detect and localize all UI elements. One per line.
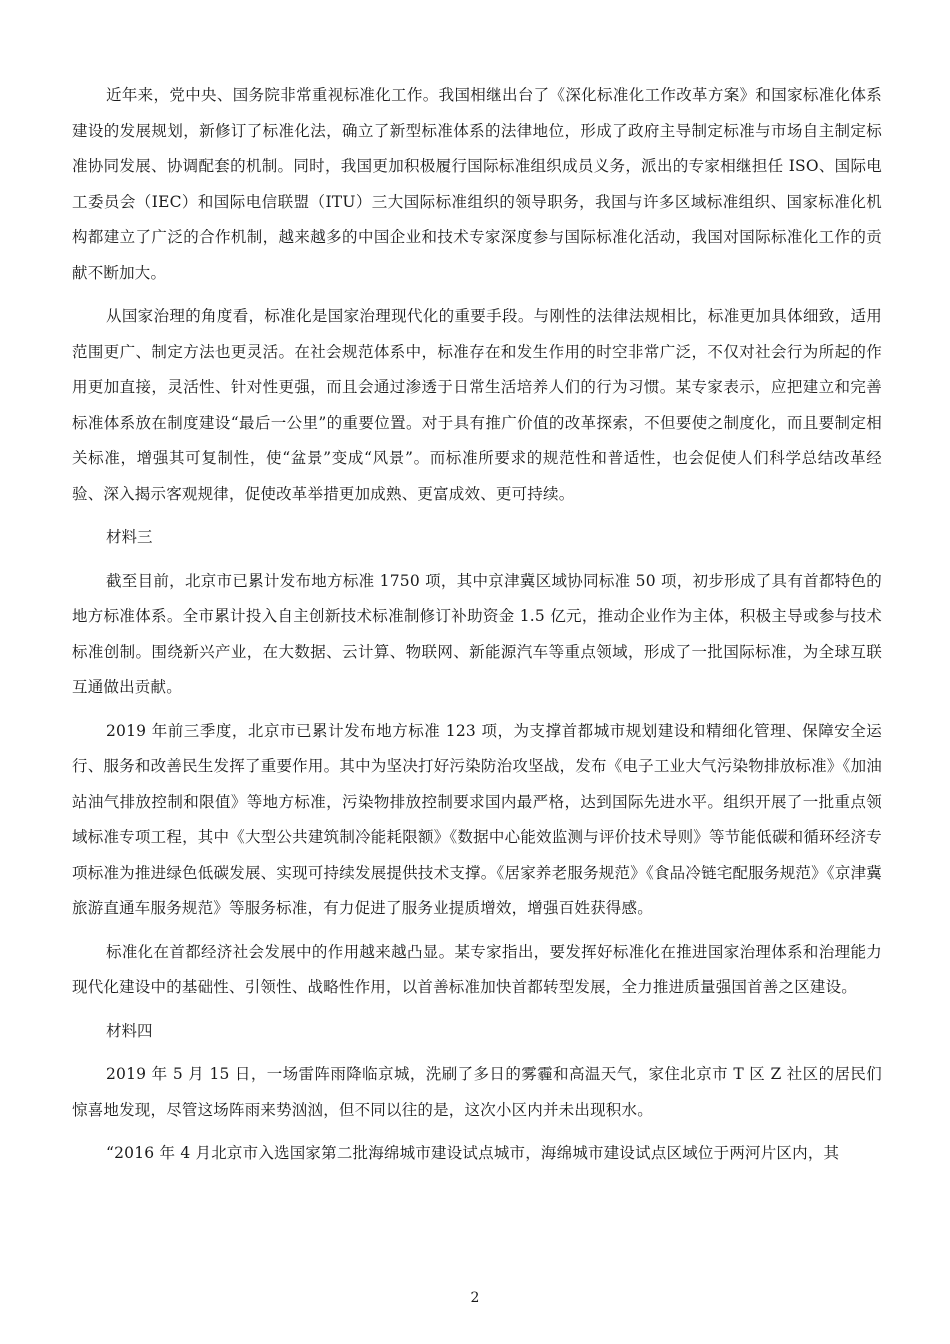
paragraph: 从国家治理的角度看，标准化是国家治理现代化的重要手段。与刚性的法律法规相比，标准更加具体细致，适用范围更广、制定方法也更灵活。在社会规范体系中，标准存在和发生作用的时空非常广泛，不仅对社会行为所起的作用更加直接，灵活性、针对性更强，而且会通过渗透于日常生活培养人们的行为习惯。某专家表示，应把建立和完善标准体系放在制度建设“最后一公里”的重要位置。对于具有推广价值的改革探索，不但要使之制度化，而且要制定相关标准，增强其可复制性，使“盆景”变成“风景”。而标准所要求的规范性和普适性，也会促使人们科学总结改革经验、深入揭示客观规律，促使改革举措更加成熟、更富成效、更可持续。 [72,307,882,503]
paragraph: 标准化在首都经济社会发展中的作用越来越凸显。某专家指出，要发挥好标准化在推进国家治理体系和治理能力现代化建设中的基础性、引领性、战略性作用，以首善标准加快首都转型发展，全力推进质量强国首善之区建设。 [72,942,882,996]
paragraph: 2019 年前三季度，北京市已累计发布地方标准 123 项，为支撑首都城市规划建设和精细化管理、保障安全运行、服务和改善民生发挥了重要作用。其中为坚决打好污染防治攻坚战，发布《电子工业大气污染物排放标准》《加油站油气排放控制和限值》等地方标准，污染物排放控制要求国内最严格，达到国际先进水平。组织开展了一批重点领域标准专项工程，其中《大型公共建筑制冷能耗限额》《数据中心能效监测与评价技术导则》等节能低碳和循环经济专项标准为推进绿色低碳发展、实现可持续发展提供技术支撑。《居家养老服务规范》《食品冷链宅配服务规范》《京津冀旅游直通车服务规范》等服务标准，有力促进了服务业提质增效，增强百姓获得感。 [72,721,882,917]
document-body [72,78,882,1180]
section-heading: 材料三 [106,528,153,546]
section-heading: 材料四 [106,1021,153,1040]
paragraph: 2019 年 5 月 15 日，一场雷阵雨降临京城，洗刷了多日的雾霾和高温天气，家住北京市 T 区 Z 社区的居民们惊喜地发现，尽管这场阵雨来势汹汹，但不同以往的是，这次小区内并未出现积水。 [72,1065,882,1119]
page-number: 2 [470,1290,480,1306]
paragraph: 近年来，党中央、国务院非常重视标准化工作。我国相继出台了《深化标准化工作改革方案》和国家标准化体系建设的发展规划，新修订了标准化法，确立了新型标准体系的法律地位，形成了政府主导制定标准与市场自主制定标准协同发展、协调配套的机制。同时，我国更加积极履行国际标准组织成员义务，派出的专家相继担任 ISO、国际电工委员会（IEC）和国际电信联盟（ITU）三大国际标准组织的领导职务，我国与许多区域标准组织、国家标准化机构都建立了广泛的合作机制，越来越多的中国企业和技术专家深度参与国际标准化活动，我国对国际标准化工作的贡献不断加大。 [72,86,882,282]
paragraph: “2016 年 4 月北京市入选国家第二批海绵城市建设试点城市，海绵城市建设试点区域位于两河片区内，其 [106,1144,840,1162]
paragraph: 截至目前，北京市已累计发布地方标准 1750 项，其中京津冀区域协同标准 50 项，初步形成了具有首都特色的地方标准体系。全市累计投入自主创新技术标准制修订补助资金 1.5 亿元，推动企业作为主体，积极主导或参与技术标准创制。围绕新兴产业，在大数据、云计算、物联网、新能源汽车等重点领域，形成了一批国际标准，为全球互联互通做出贡献。 [72,571,882,696]
